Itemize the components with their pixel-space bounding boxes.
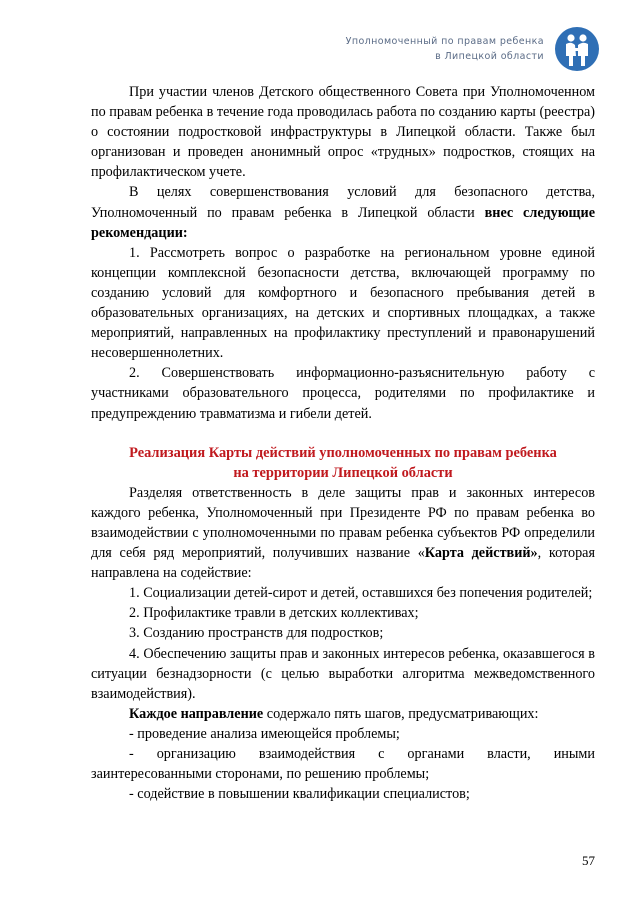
paragraph-bold-text: Каждое направление <box>129 705 264 722</box>
dash-item-1 <box>91 724 595 744</box>
paragraph-text: , которая направлена на содействие: <box>91 545 596 582</box>
page-header <box>346 26 600 72</box>
list-item-3 <box>91 623 595 643</box>
paragraph-text: 3. Созданию пространств для подростков; <box>129 625 384 642</box>
paragraph-text: В целях совершенствования условий для безопасного детства, Уполномоченный по правам ребенка в Липецкой области <box>91 184 595 221</box>
document-body <box>91 82 595 804</box>
page-number: 57 <box>582 853 595 868</box>
section-title-line-1: Реализация Карты действий уполномоченных по правам ребенка <box>129 444 557 461</box>
paragraph-text: 2. Профилактике травли в детских коллективах; <box>129 605 419 622</box>
paragraph-text: - содействие в повышении квалификации специалистов; <box>129 786 470 803</box>
dash-item-2 <box>91 744 595 784</box>
list-item-2 <box>91 603 595 623</box>
section-title <box>91 443 595 483</box>
paragraph-text: 1. Социализации детей-сирот и детей, оставшихся без попечения родителей; <box>129 585 593 602</box>
header-line-2: в Липецкой области <box>435 51 544 62</box>
paragraph-each-direction <box>91 704 595 724</box>
paragraph-recommendations-intro <box>91 182 595 242</box>
paragraph-recommendation-1 <box>91 243 595 364</box>
paragraph-text: - проведение анализа имеющейся проблемы; <box>129 725 400 742</box>
paragraph-text: - организацию взаимодействия с органами власти, иными заинтересованными сторонами, по решению проблемы; <box>91 746 595 783</box>
header-line-1: Уполномоченный по правам ребенка <box>345 36 544 47</box>
paragraph-bold-text: внес следующие рекомендации: <box>91 204 595 241</box>
paragraph-text: 4. Обеспечению защиты прав и законных интересов ребенка, оказавшегося в ситуации безнадзорности (с целью выработки алгоритма межведомственного взаимодействия). <box>91 645 595 702</box>
paragraph-text: 1. Рассмотреть вопрос о разработке на региональном уровне единой концепции комплексной безопасности детства, включающей программу по созданию условий для комфортного и безопасного пребывания детей в образовательных организациях, на детских и спортивных площадках, а также мероприятий, направленных на профилактику преступлений и правонарушений несовершеннолетних. <box>91 244 595 362</box>
paragraph-action-map-intro <box>91 483 595 583</box>
ombudsman-logo-icon <box>554 26 600 72</box>
paragraph-text: 2. Совершенствовать информационно-разъяснительную работу с участниками образовательного процесса, родителями по профилактике и предупреждению травматизма и гибели детей. <box>91 365 595 422</box>
header-text <box>346 34 544 64</box>
paragraph-recommendation-2 <box>91 363 595 423</box>
dash-item-3 <box>91 784 595 804</box>
list-item-1 <box>91 583 595 603</box>
paragraph-text: Разделяя ответственность в деле защиты прав и законных интересов каждого ребенка, Уполномоченный при Президенте РФ по правам ребенка во взаимодействии с уполномоченными по правам ребенка субъектов РФ определили для себя ряд мероприятий, получивших название « <box>91 484 595 562</box>
paragraph-text: При участии членов Детского общественного Совета при Уполномоченном по правам ребенка в течение года проводилась работа по созданию карты (реестра) о состоянии подростковой инфраструктуры в Липецкой области. Также был организован и проведен анонимный опрос «трудных» подростков, стоящих на профилактическом учете. <box>91 84 595 181</box>
paragraph-council-survey <box>91 82 595 182</box>
section-title-line-2: на территории Липецкой области <box>233 464 453 481</box>
paragraph-bold-text: Карта действий» <box>424 545 538 562</box>
paragraph-text: содержало пять шагов, предусматривающих: <box>263 705 539 722</box>
list-item-4 <box>91 644 595 704</box>
